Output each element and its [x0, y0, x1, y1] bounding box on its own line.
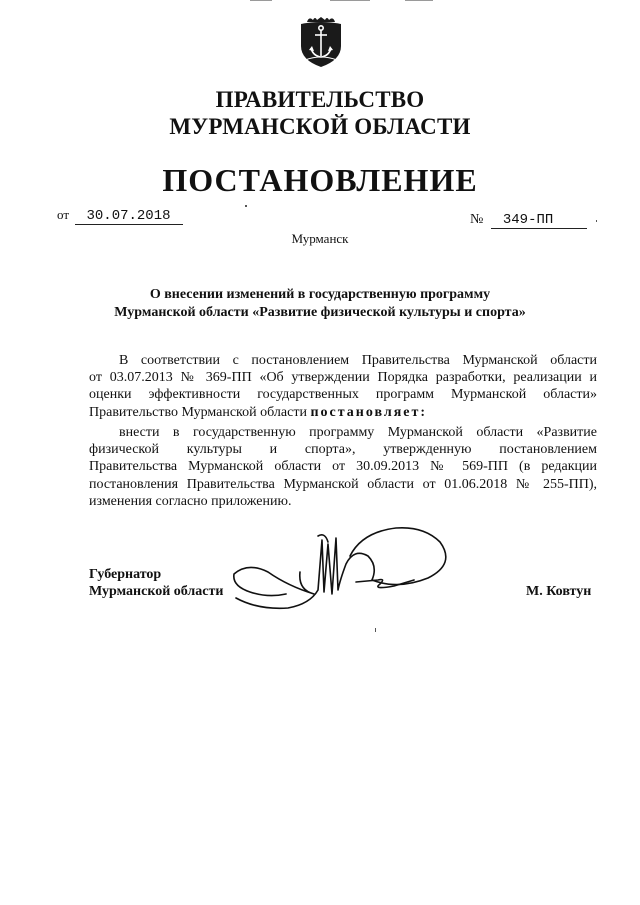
signatory-title-line: Мурманской области: [89, 584, 224, 599]
signatory-name: М. Ковтун: [526, 584, 592, 599]
organization-name-line2: МУРМАНСКОЙ ОБЛАСТИ: [169, 114, 471, 139]
organization-name-line1: ПРАВИТЕЛЬСТВО: [215, 87, 425, 112]
subject-line: О внесении изменений в государственную программу: [149, 287, 491, 302]
handwritten-signature: [228, 520, 478, 620]
signatory-title-line: Губернатор: [89, 567, 162, 582]
scan-speck: [245, 205, 247, 207]
subject-line: Мурманской области «Развитие физической культуры и спорта»: [114, 305, 526, 320]
document-subject: [60, 286, 580, 322]
text-line: от 03.07.2013 № 369-ПП «Об утверждении Порядка разработки, реализации и: [89, 370, 597, 386]
text-line: изменения согласно приложению.: [89, 493, 292, 509]
document-type-heading: ПОСТАНОВЛЕНИЕ: [162, 162, 478, 198]
signatory-title: [89, 566, 223, 600]
text-line: внести в государственную программу Мурманской области «Развитие: [119, 425, 597, 440]
number-prefix: №: [470, 212, 484, 227]
text-line: [89, 404, 597, 421]
coat-of-arms-emblem: [299, 16, 343, 68]
issue-city: Мурманск: [291, 231, 349, 246]
text-fragment: Правительство Мурманской области: [89, 404, 307, 420]
scan-speck: [375, 628, 376, 632]
date-prefix: от: [57, 207, 70, 222]
text-line: постановления Правительства Мурманской области от 01.06.2018 № 255-ПП),: [89, 476, 597, 492]
preamble-paragraph: [89, 352, 597, 421]
date-value: 30.07.2018: [75, 208, 183, 225]
document-number: [470, 211, 587, 229]
document-date: [57, 206, 183, 225]
decree-word: постановляет:: [310, 404, 428, 420]
scan-speck: [596, 220, 597, 222]
text-line: физической культуры и спорта», утвержденную постановлением: [89, 442, 597, 458]
decree-paragraph: [89, 424, 597, 510]
number-value: 349-ПП: [491, 212, 587, 229]
text-line: В соответствии с постановлением Правительства Мурманской области: [119, 353, 597, 368]
text-line: Правительства Мурманской области от 30.09.2013 № 569-ПП (в редакции: [89, 459, 597, 475]
text-line: оценки эффективности государственных программ Мурманской области»: [89, 387, 597, 403]
